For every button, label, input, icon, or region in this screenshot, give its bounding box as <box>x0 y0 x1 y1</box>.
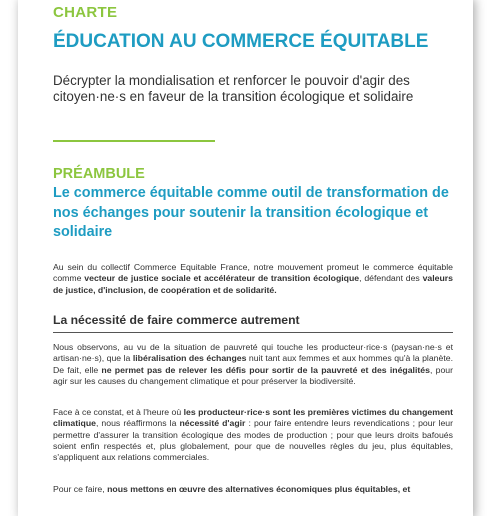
document-title: ÉDUCATION AU COMMERCE ÉQUITABLE <box>53 31 429 52</box>
section-heading: La nécessité de faire commerce autrement <box>53 313 300 327</box>
body-paragraph-3: Pour ce faire, nous mettons en œuvre des alternatives économiques plus équitables, et <box>53 484 411 494</box>
charter-label: CHARTE <box>53 4 118 21</box>
preamble-title: Le commerce équitable comme outil de transformation de nos échanges pour soutenir la transition écologique et solidaire <box>53 185 449 240</box>
document-subtitle: Décrypter la mondialisation et renforcer le pouvoir d'agir des citoyen·ne·s en faveur de la transition écologique et solidaire <box>53 73 414 104</box>
document-page <box>18 0 473 516</box>
section-divider <box>53 140 215 142</box>
preamble-label: PRÉAMBULE <box>53 166 145 182</box>
body-paragraph-1: Nous observons, au vu de la situation de pauvreté qui touche les producteur·rice·s (paysan·ne·s et artisan·ne·s), que la libéralisation des échanges nuit tant aux femmes et aux hommes qu'à la planète. De fait, elle ne permet pas de relever les défis pour sortir de la pauvreté et des inégalités, pour agir sur les causes du changement climatique et pour préserver la biodiversité. <box>53 342 454 386</box>
section-heading-underline <box>53 332 453 333</box>
intro-paragraph: Au sein du collectif Commerce Equitable France, notre mouvement promeut le commerce équitable comme vecteur de justice sociale et accélérateur de transition écologique, défendant des valeurs de justice, d'inclusion, de coopération et de solidarité. <box>53 262 454 295</box>
body-paragraph-2: Face à ce constat, et à l'heure où les producteur·rice·s sont les premières victimes du changement climatique, nous réaffirmons la nécessité d'agir : pour faire entendre leurs revendications ; pour leur permettre d'assurer la transition écologique des modes de production ; pour que leurs droits bafoués soient enfin respectés et, plus globalement, pour que de nouvelles règles du jeu, plus équitables, s'appliquent aux relations commerciales. <box>53 407 454 463</box>
